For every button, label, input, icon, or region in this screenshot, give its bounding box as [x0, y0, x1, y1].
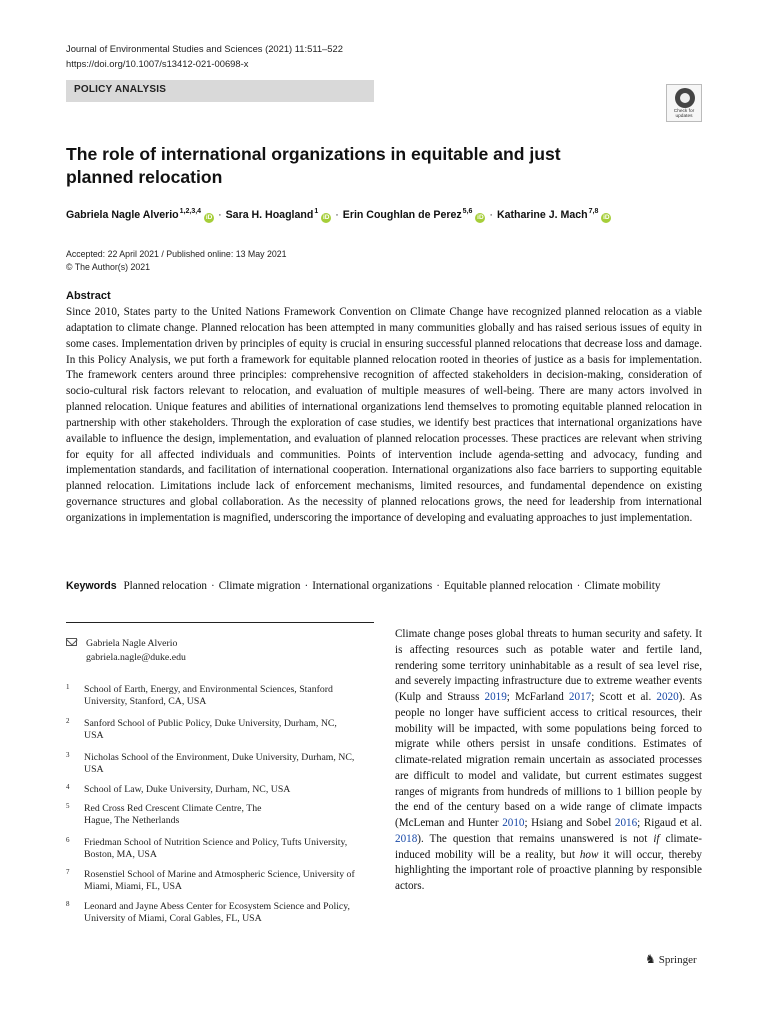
author-affiliation-marks: 7,8	[588, 208, 599, 215]
check-for-updates-badge[interactable]	[666, 84, 702, 122]
orcid-icon[interactable]: iD	[477, 214, 484, 221]
affiliation-item: 4 School of Law, Duke University, Durham, NC, USA	[66, 783, 291, 795]
citation-link[interactable]: 2020	[656, 691, 679, 703]
journal-citation: Journal of Environmental Studies and Sciences (2021) 11:511–522	[66, 43, 343, 54]
keyword: International organizations	[312, 580, 433, 592]
author-affiliation-marks: 1,2,3,4	[179, 208, 202, 215]
corresponding-author	[66, 637, 186, 664]
citation-link[interactable]: 2016	[614, 817, 638, 829]
publication-dates	[66, 248, 287, 274]
doi-link[interactable]: https://doi.org/10.1007/s13412-021-00698-x	[66, 57, 249, 69]
author-name[interactable]: Erin Coughlan de Perez	[342, 209, 462, 221]
copyright-line: © The Author(s) 2021	[66, 262, 151, 272]
affiliation-item: 7 Rosenstiel School of Marine and Atmospheric Science, University of Miami, Miami, FL, USA	[66, 868, 355, 893]
citation-link[interactable]: 2010	[502, 817, 525, 829]
publisher-name: Springer	[658, 954, 697, 966]
keyword: Climate mobility	[584, 580, 661, 592]
publisher-logo	[645, 952, 697, 967]
envelope-icon	[66, 638, 77, 646]
accepted-published-dates: Accepted: 22 April 2021 / Published online: 13 May 2021	[66, 249, 287, 259]
author-name[interactable]: Katharine J. Mach	[496, 209, 588, 221]
orcid-icon[interactable]: iD	[603, 214, 610, 221]
corresponding-author-name: Gabriela Nagle Alverio	[86, 638, 178, 649]
author-affiliation-marks: 5,6	[462, 208, 473, 215]
author-name[interactable]: Gabriela Nagle Alverio	[66, 209, 179, 221]
affiliation-item: 5 Red Cross Red Crescent Climate Centre, The Hague, The Netherlands	[66, 802, 262, 827]
orcid-icon[interactable]: iD	[322, 214, 330, 221]
check-for-updates-text: Check for updates	[673, 109, 695, 120]
keyword: Planned relocation	[123, 580, 208, 592]
affiliation-item: 6 Friedman School of Nutrition Science and Policy, Tufts University, Boston, MA, USA	[66, 836, 348, 861]
journal-header	[66, 42, 343, 71]
article-title: The role of international organizations in equitable and just planned relocation	[66, 144, 561, 187]
citation-link[interactable]: 2017	[568, 691, 592, 703]
affiliation-item: 2 Sanford School of Public Policy, Duke University, Durham, NC, USA	[66, 717, 337, 742]
corresponding-author-email[interactable]: gabriela.nagle@duke.edu	[86, 651, 186, 663]
springer-horse-icon: ♞	[645, 952, 656, 966]
author-affiliation-marks: 1	[314, 208, 319, 215]
keywords-label: Keywords	[66, 580, 117, 592]
crossmark-icon	[675, 88, 695, 108]
citation-link[interactable]: 2018	[395, 832, 418, 845]
abstract-text: Since 2010, States party to the United Nations Framework Convention on Climate Change have recognized planned relocation as a viable adaptation to climate change. Planned relocation has been attempted in many communities globally and has raised serious issues of equity in some cases. Implementation driven by principles of equity is crucial in ensuring successful planned relocations that decrease loss and damage. In this Policy Analysis, we put forth a framework for equitable planned relocation rooted in theories of justice as a basis for implementation. The framework centers around three principles: comprehensive recognition of affected stakeholders in decision-making, consideration of socio-cultural risk factors relevant to relocation, and evaluation of multiple measures of well-being. There are many actors involved in planned relocation. Unique features and abilities of international organizations lend themselves to promoting equitable planned relocation in partnership with other stakeholders. Through the exploration of case studies, we identify best practices that international organizations have available to influence the design, implementation, and evaluation of planned relocation processes. These practices are relevant when striving for equity for all affected individuals and communities. Points of intervention include agenda-setting and advocacy, funding and implementation standards, and facilitation of international cooperation. International organizations also face barriers to supporting equitable planned relocation. Limitations include lack of enforcement mechanisms, limited resources, and fundamental dependence on existing governance structures and global collaboration. As the necessity of planned relocations grows, the need for leadership from international organizations in implementation is magnified, underscoring the importance of developing and evaluating approaches to just implementation.	[66, 306, 702, 524]
section-label: POLICY ANALYSIS	[74, 84, 167, 95]
citation-link[interactable]: 2019	[484, 691, 507, 703]
affiliation-item: 1 School of Earth, Energy, and Environmental Sciences, Stanford University, Stanford, CA, USA	[66, 683, 333, 708]
section-label-bar	[66, 80, 374, 102]
author-list: Gabriela Nagle Alverio$^{1,2,3,4}$iD · Sara H. Hoagland$^1$iD · Erin Coughlan de Perez$^{5,6}$iD · Katharine J. Mach$^{7,8}$iD	[66, 208, 610, 221]
keyword: Climate migration	[218, 580, 301, 592]
footnote-divider	[66, 622, 374, 623]
affiliation-item: 3 Nicholas School of the Environment, Duke University, Durham, NC, USA	[66, 751, 355, 776]
affiliation-item: 8 Leonard and Jayne Abess Center for Ecosystem Science and Policy, University of Miami, Coral Gables, FL, USA	[66, 900, 350, 925]
keyword: Equitable planned relocation	[443, 580, 573, 592]
orcid-icon[interactable]: iD	[205, 214, 213, 221]
abstract-heading: Abstract	[66, 290, 111, 302]
author-name[interactable]: Sara H. Hoagland	[225, 209, 314, 221]
body-paragraph: Climate change poses global threats to human security and safety. It is affecting resources such as potable water and fertile land, rendering some territory uninhabitable as a result of sea level rise, and severely impacting infrastructure due to extreme weather events (Kulp and Strauss 2019; McFarland 2017; Scott et al. 2020). As people no longer have sufficient access to critical resources, their mobility will be impacted, with some populations being forced to migrate while others persist in unsafe conditions. Estimates of climate-related migration remain uncertain as associated processes are difficult to model and validate, but current estimates suggest ranges of migrants from hundreds of millions to 1 billion people by the end of the century based on a wide range of climate impacts (McLeman and Hunter 2010; Hsiang and Sobel 2016; Rigaud et al. 2018). The question that remains unanswered is not if climate-induced mobility will be a reality, but how it will occur, thereby highlighting the important role of proactive planning by responsible actors.	[395, 628, 703, 892]
keywords-line: Keywords Planned relocation · Climate migration · International organizations · Equitable planned relocation · Climate mobility	[66, 580, 661, 592]
